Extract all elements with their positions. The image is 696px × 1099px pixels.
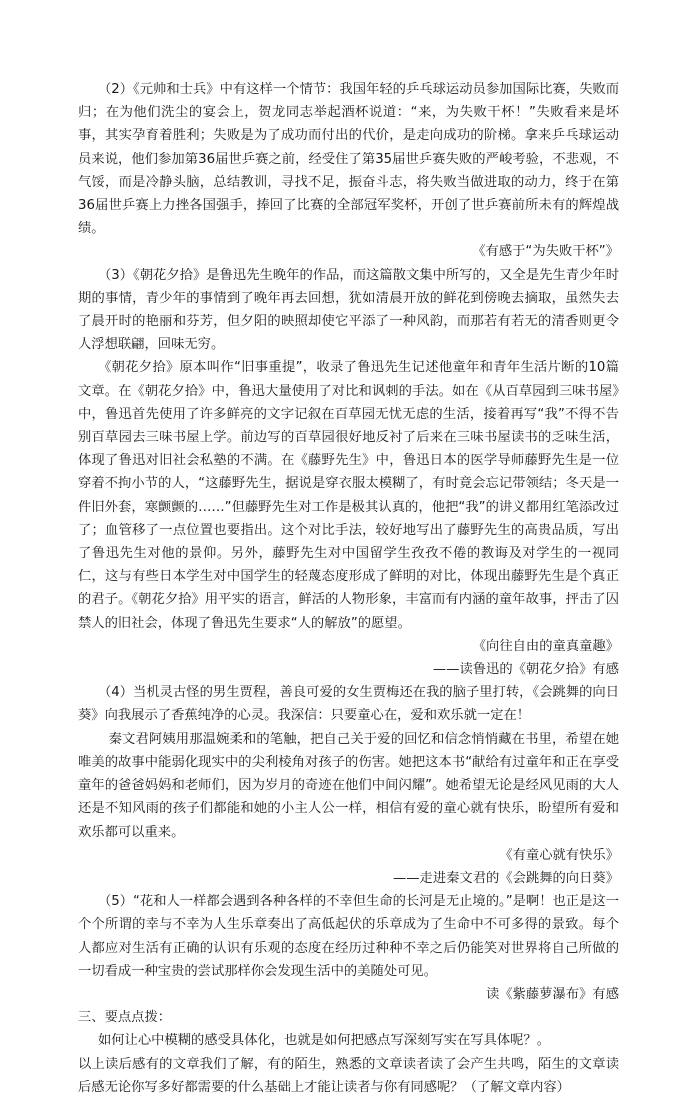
excerpt-4-source-title: 《有童心就有快乐》 [499,847,619,863]
excerpt-4-source-subtitle: ——走进秦文君的《会跳舞的向日葵》 [392,870,619,886]
essay-excerpt-4-body: 秦文君阿姨用那温婉柔和的笔触，把自己关于爱的回忆和信念悄悄藏在书里，希望在她唯美的故事中能弱化现实中的尖利棱角对孩子的伤害。她把这本书“献给有过童年和正在享受童年的爸爸妈妈和老师们，因为岁月的奇迹在他们中间闪耀”。她希望无论是经风见雨的大人还是不知风雨的孩子们都能和她的小主人公一样，相信有爱的童心就有快乐，盼望所有爱和欢乐都可以重来。 [78,731,619,840]
key-points-question: 如何让心中模糊的感受具体化，也就是如何把感点写深刻写实在写具体呢？。 [97,1033,551,1049]
excerpt-3-source-subtitle: ——读鲁迅的《朝花夕拾》有感 [432,662,619,678]
essay-excerpt-5: （5）“花和人一样都会遇到各种各样的不幸但生命的长河是无止境的。”是啊！也正是这一个个所谓的幸与不幸为人生乐章奏出了高低起伏的乐章成为了生命中不可多得的景致。每个人都应对生活有正确的认识有乐观的态度在经历过种种不幸之后仍能笑对世界将自己所做的一切看成一种宝贵的尝试那样你会发现生活中的美随处可见。 [78,894,619,979]
excerpt-2-source: 《有感于“为失败干杯”》 [472,244,619,260]
excerpt-3-source-title: 《向往自由的童真童趣》 [472,638,619,654]
essay-excerpt-4-intro: （4）当机灵古怪的男生贾程，善良可爱的女生贾梅还在我的脑子里打转，《会跳舞的向日葵》向我展示了香蕉纯净的心灵。我深信：只要童心在，爱和欢乐就一定在！ [78,685,619,724]
key-points-explanation: 以上读后感有的文章我们了解，有的陌生，熟悉的文章读者读了会产生共鸣，陌生的文章读后感无论你写多好都需要的什么基础上才能让读者与你有同感呢？（了解文章内容） [78,1056,619,1095]
excerpt-5-source: 读《紫藤萝瀑布》有感 [486,986,619,1002]
essay-excerpt-3-body: 《朝花夕拾》原本叫作“旧事重提”，收录了鲁迅先生记述他童年和青年生活片断的10篇文章。在《朝花夕拾》中，鲁迅大量使用了对比和讽刺的手法。如在《从百草园到三味书屋》中，鲁迅首先使用了许多鲜亮的文字记叙在百草园无忧无虑的生活，接着再写“我”不得不告别百草园去三味书屋上学。前边写的百草园很好地反衬了后来在三味书屋读书的乏味生活，体现了鲁迅对旧社会私塾的不满。在《藤野先生》中，鲁迅日本的医学导师藤野先生是一位穿着不拘小节的人，“这藤野先生，据说是穿衣服太模糊了，有时竟会忘记带领结；冬天是一件旧外套，寒颤颤的……”但藤野先生对工作是极其认真的，他把“我”的讲义都用红笔添改过了；血管移了一点位置也要指出。这个对比手法，较好地写出了藤野先生的高贵品质，写出了鲁迅先生对他的景仰。另外，藤野先生对中国留学生孜孜不倦的教诲及对学生的一视同仁，这与有些日本学生对中国学生的轻蔑态度形成了鲜明的对比，体现出藤野先生是个真正的君子。《朝花夕拾》用平实的语言，鲜活的人物形象，丰富而有内涵的童年故事，抨击了囚禁人的旧社会，体现了鲁迅先生要求“人的解放”的愿望。 [78,360,619,631]
document-page [78,78,619,1099]
essay-excerpt-2: （2）《元帅和士兵》中有这样一个情节：我国年轻的乒乓球运动员参加国际比赛，失败而归；在为他们洗尘的宴会上，贺龙同志举起酒杯说道：“来，为失败干杯！”失败看来是坏事，其实孕育着胜利；失败是为了成功而付出的代价，是走向成功的阶梯。拿来乒乓球运动员来说，他们参加第36届世乒赛之前，经受住了第35届世乒赛失败的严峻考验，不悲观，不气馁，而是冷静头脑，总结教训，寻找不足，振奋斗志，将失败当做进取的动力，终于在第36届世乒赛上力挫各国强手，捧回了比赛的全部冠军奖杯，开创了世乒赛前所未有的辉煌战绩。 [78,82,619,237]
key-points-heading: 三、要点点拨： [78,1010,172,1026]
essay-excerpt-3-intro: （3）《朝花夕拾》是鲁迅先生晚年的作品，而这篇散文集中所写的，又全是先生青少年时期的事情，青少年的事情到了晚年再去回想，犹如清晨开放的鲜花到傍晚去摘取，虽然失去了晨开时的艳丽和芬芳，但夕阳的映照却使它平添了一种风韵，而那若有若无的清香则更令人浮想联翩，回味无穷。 [78,267,619,353]
